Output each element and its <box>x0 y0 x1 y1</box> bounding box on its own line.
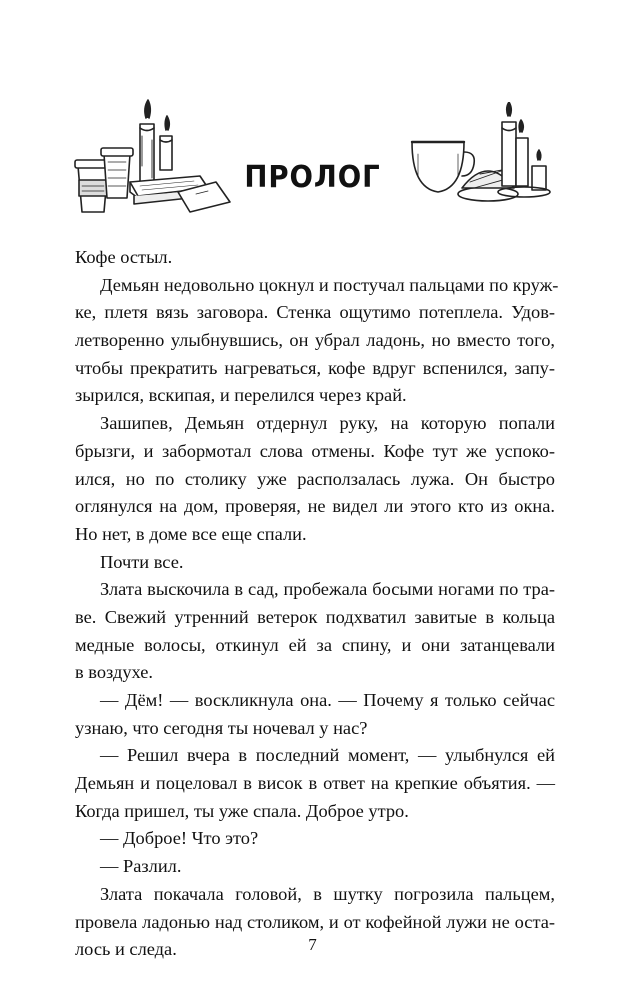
text-line: Кофе остыл. <box>75 247 173 267</box>
text-line: оглянулся на дом, проверяя, не видел ли этого кто из окна. <box>75 496 555 517</box>
text-line: брызги, и забормотал слова отмены. Кофе тут же успоко- <box>75 440 555 461</box>
text-line: — Доброе! Что это? <box>100 828 259 849</box>
page-number: 7 <box>308 935 317 954</box>
text-line: узнаю, что сегодня ты ночевал у нас? <box>75 717 368 738</box>
text-line: ился, но по столику уже расползалась лужа. Он быстро <box>75 468 555 489</box>
candles-books-illustration-icon <box>68 96 238 216</box>
text-line: Демьян недовольно цокнул и постучал пальцами по круж- <box>100 274 559 295</box>
text-line: летворенно улыбнувшись, он убрал ладонь, но вместо того, <box>75 330 555 351</box>
text-line: Но нет, в доме все еще спали. <box>75 523 307 544</box>
text-line: чтобы прекратить нагреваться, кофе вдруг вспенился, запу- <box>75 357 555 378</box>
coffee-pie-candles-illustration-icon <box>398 102 558 212</box>
text-line: Злата выскочила в сад, пробежала босыми ногами по тра- <box>100 579 555 600</box>
text-line: — Разлил. <box>100 856 182 877</box>
text-line: ве. Свежий утренний ветерок подхватил завитые в кольца <box>75 606 555 627</box>
chapter-header <box>0 96 625 226</box>
text-line: Злата покачала головой, в шутку погрозила пальцем, <box>100 883 555 904</box>
text-line: Когда пришел, ты уже спала. Доброе утро. <box>75 800 409 821</box>
text-line: ке, плетя вязь заговора. Стенка ощутимо потеплела. Удов- <box>75 302 555 323</box>
text-line: в воздухе. <box>75 662 154 683</box>
text-line: Демьян и поцеловал в висок в ответ на крепкие объятия. — <box>75 773 555 794</box>
text-line: провела ладонью над столиком, и от кофейной лужи не оста- <box>75 911 555 932</box>
text-line: — Дём! — воскликнула она. — Почему я только сейчас <box>100 690 555 710</box>
text-line: лось и следа. <box>75 939 177 960</box>
text-line: медные волосы, откинул ей за спину, и они затанцевали <box>75 634 555 655</box>
body-text <box>75 244 559 964</box>
text-line: Зашипев, Демьян отдернул руку, на которую попали <box>100 413 555 434</box>
text-line: зырился, вскипая, и перелился через край. <box>75 385 407 406</box>
text-line: Почти все. <box>100 551 184 572</box>
text-line: — Решил вчера в последний момент, — улыбнулся ей <box>100 745 555 766</box>
chapter-title: ПРОЛОГ <box>244 160 381 195</box>
